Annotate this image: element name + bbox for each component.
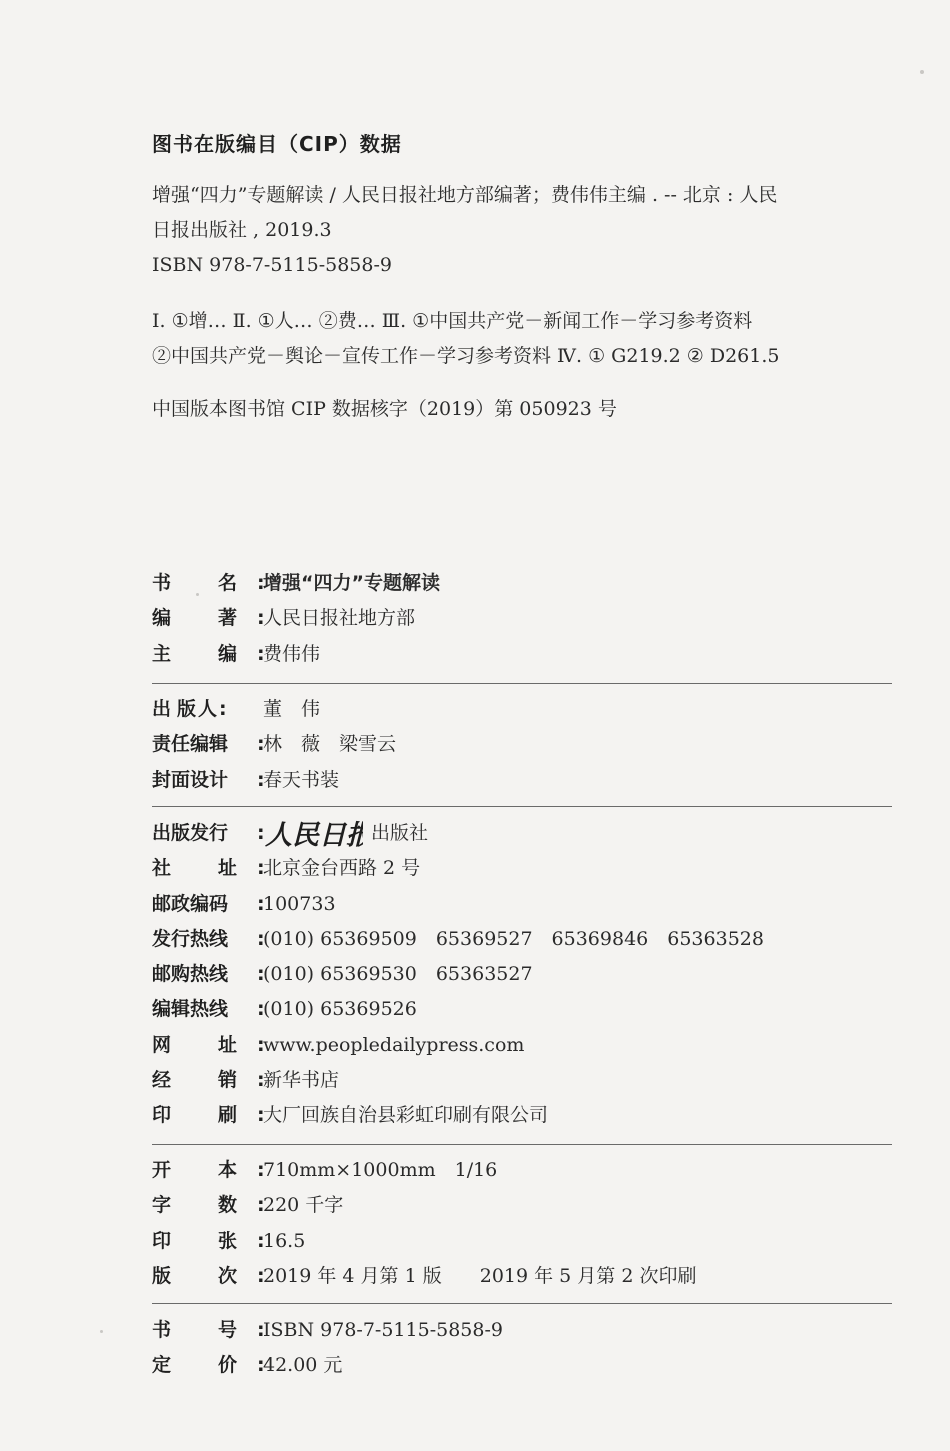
info-row-publisher-person: 出 版 人 : 董 伟: [152, 692, 892, 727]
divider: [152, 1303, 892, 1304]
postcode-value: 100733: [263, 892, 336, 915]
mail-order-hotline-value: (010) 65369530 65363527: [263, 963, 533, 986]
divider: [152, 806, 892, 807]
info-row-isbn: 书 号 :ISBN 978-7-5115-5858-9: [152, 1313, 892, 1348]
info-row-postcode: 邮政编码 :100733: [152, 887, 892, 922]
info-row-format: 开 本 :710mm×1000mm 1/16: [152, 1153, 892, 1188]
scan-speck: [100, 1330, 103, 1333]
cip-description: [152, 178, 897, 283]
publisher-suffix: 出版社: [371, 822, 429, 844]
cip-class-line-2: ②中国共产党－舆论－宣传工作－学习参考资料 Ⅳ. ① G219.2 ② D261.5: [152, 345, 780, 367]
info-row-price: 定 价 :42.00 元: [152, 1348, 892, 1383]
website-value: www.peopledailypress.com: [263, 1033, 525, 1056]
publisher-person-value: 董 伟: [263, 698, 321, 720]
people-daily-calligraphy-logo: [263, 817, 363, 851]
info-row-editorial-hotline: 编辑热线 :(010) 65369526: [152, 992, 892, 1027]
publisher-section: [152, 816, 892, 1134]
divider: [152, 683, 892, 684]
info-row-compiler: 编 著 :人民日报社地方部: [152, 601, 892, 636]
book-title-value: 增强“四力”专题解读: [263, 572, 440, 594]
book-info-section: [152, 566, 892, 672]
printed-sheets-value: 16.5: [263, 1229, 306, 1252]
address-value: 北京金台西路 2 号: [263, 857, 421, 880]
cip-record: [152, 392, 897, 427]
editorial-hotline-value: (010) 65369526: [263, 998, 417, 1021]
info-row-book-title: 书 名 :增强“四力”专题解读: [152, 566, 892, 601]
info-row-distributor: 经 销 :新华书店: [152, 1063, 892, 1098]
isbn-price-section: [152, 1313, 892, 1384]
cip-line-2: 日报出版社 , 2019.3: [152, 219, 332, 241]
edition-value: 2019 年 4 月第 1 版 2019 年 5 月第 2 次印刷: [263, 1264, 697, 1287]
scan-speck: [196, 593, 199, 596]
distribution-hotline-value: (010) 65369509 65369527 65369846 65363528: [263, 927, 764, 950]
responsible-editor-value: 林 薇 梁雪云: [263, 733, 397, 756]
printer-value: 大厂回族自治县彩虹印刷有限公司: [263, 1104, 549, 1127]
info-row-edition: 版 次 :2019 年 4 月第 1 版 2019 年 5 月第 2 次印刷: [152, 1259, 892, 1294]
cip-line-1: 增强“四力”专题解读 / 人民日报社地方部编著；费伟伟主编 . -- 北京 : 人民: [152, 184, 778, 206]
cip-classification: [152, 304, 897, 374]
cip-title: 图书在版编目（CIP）数据: [152, 132, 402, 156]
cip-isbn: ISBN 978-7-5115-5858-9: [152, 254, 392, 276]
info-row-cover-design: 封面设计 :春天书装: [152, 763, 892, 798]
format-section: [152, 1153, 892, 1294]
info-row-word-count: 字 数 :220 千字: [152, 1188, 892, 1223]
isbn-value: ISBN 978-7-5115-5858-9: [263, 1319, 503, 1341]
info-row-address: 社 址 :北京金台西路 2 号: [152, 851, 892, 886]
info-row-distribution-hotline: 发行热线 :(010) 65369509 65369527 65369846 65363528: [152, 922, 892, 957]
info-row-printed-sheets: 印 张 :16.5: [152, 1224, 892, 1259]
cip-class-line-1: Ⅰ. ①增… Ⅱ. ①人… ②费… Ⅲ. ①中国共产党－新闻工作－学习参考资料: [152, 310, 753, 332]
info-row-responsible-editor: 责任编辑 :林 薇 梁雪云: [152, 727, 892, 762]
format-value: 710mm×1000mm 1/16: [263, 1159, 498, 1181]
info-row-publisher: 出版发行 : 人民日报 出版社: [152, 816, 892, 851]
info-row-printer: 印 刷 :大厂回族自治县彩虹印刷有限公司: [152, 1098, 892, 1133]
info-row-chief-editor: 主 编 :费伟伟: [152, 637, 892, 672]
people-daily-logo: [263, 816, 363, 851]
svg-text:人民日报: 人民日报: [265, 820, 363, 851]
scan-speck: [920, 70, 924, 74]
cip-record-number: 中国版本图书馆 CIP 数据核字（2019）第 050923 号: [152, 398, 617, 420]
price-value: 42.00 元: [263, 1354, 343, 1377]
distributor-value: 新华书店: [263, 1069, 340, 1092]
editorial-section: [152, 692, 892, 798]
cover-design-value: 春天书装: [263, 768, 340, 791]
info-row-website: 网 址 :www.peopledailypress.com: [152, 1028, 892, 1063]
info-row-mail-order-hotline: 邮购热线 :(010) 65369530 65363527: [152, 957, 892, 992]
compiler-value: 人民日报社地方部: [263, 607, 416, 630]
chief-editor-value: 费伟伟: [263, 642, 321, 665]
divider: [152, 1144, 892, 1145]
word-count-value: 220 千字: [263, 1194, 344, 1217]
